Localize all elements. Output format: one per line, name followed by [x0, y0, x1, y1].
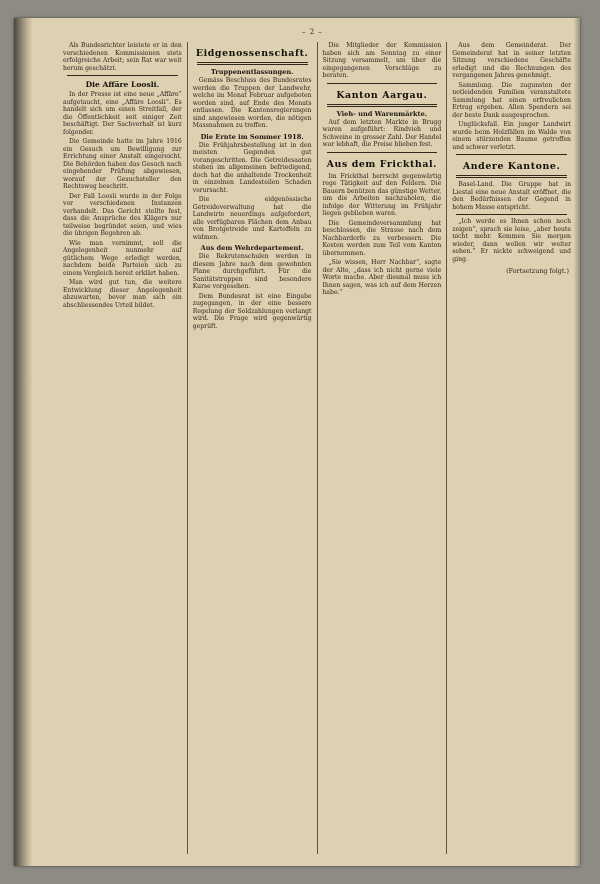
column-layout: [58, 42, 576, 854]
article-text: Die Rekrutenschulen werden in diesem Jahre nach dem gewohnten Plane durchgeführt. Für die Sanitätstruppen sind besondere Kurse vorgesehen.: [192, 253, 312, 290]
article-text: Gemäss Beschluss des Bundesrates werden die Truppen der Landwehr, welche im Monat Februar aufgeboten worden sind, auf Ende des Monats entlassen. Die Kantonsregierungen sind angewiesen worden, die nötigen Massnahmen zu treffen.: [192, 77, 312, 129]
column-3: [318, 42, 448, 854]
article-text: Die Gemeinde hatte im Jahre 1916 ein Gesuch um Bewilligung zur Errichtung einer Anstalt eingereicht. Die Behörden haben das Gesuch nach eingehender Prüfung abgewiesen, worauf der Gesuchsteller den Rechtsweg beschritt.: [63, 138, 182, 190]
divider: [197, 62, 308, 65]
divider: [456, 214, 567, 215]
article-text: Dem Bundesrat ist eine Eingabe zugegangen, in der eine bessere Regelung der Soldzahlungen verlangt wird. Die Frage wird gegenwärtig geprüft.: [192, 292, 312, 330]
section-heading-aargau: Kanton Aargau.: [336, 89, 428, 101]
article-text: Aus dem Gemeinderat. Der Gemeinderat hat in seiner letzten Sitzung verschiedene Geschäfte erledigt und die Rechnungen des vergangenen Jahres genehmigt.: [452, 42, 571, 79]
column-4: [447, 42, 576, 854]
section-heading-eidgenossenschaft: Eidgenossenschaft.: [195, 48, 309, 59]
subheading: Truppenentlassungen.: [210, 68, 294, 76]
newspaper-page: [14, 18, 580, 866]
subheading: Die Ernte im Sommer 1918.: [200, 132, 304, 141]
article-text: In der Presse ist eine neue „Affäre“ aufgetaucht, eine „Affäre Loosli“. Es handelt sich um einen Streitfall, der die Öffentlichkeit seit einiger Zeit beschäftigt. Der Sachverhalt ist kurz folgender.: [63, 91, 182, 136]
article-text: Sammlung. Die zugunsten der notleidenden Familien veranstaltete Sammlung hat einen erfreulichen Ertrag ergeben. Allen Spendern sei der beste Dank ausgesprochen.: [452, 81, 571, 119]
page-number: – 2 –: [302, 28, 323, 36]
article-text: Basel-Land. Die Gruppe hat in Liestal eine neue Anstalt eröffnet, die den Bedürfnissen der Gegend in hohem Masse entspricht.: [452, 181, 571, 211]
article-heading-loosli: Die Affäre Loosli.: [85, 80, 160, 89]
subheading: Aus dem Wehrdepartement.: [200, 244, 304, 252]
divider: [456, 175, 567, 178]
column-1: [58, 42, 188, 854]
book-spine: [14, 18, 32, 866]
article-text: Auf dem letzten Markte in Brugg waren aufgeführt: Rindvieh und Schweine in grosser Zahl. Der Handel war lebhaft, die Preise blieben fest.: [322, 118, 442, 148]
article-text: „Sie wissen, Herr Nachbar“, sagte der Alte, „dass ich nicht gerne viele Worte mache. Aber diesmal muss ich Ihnen sagen, was ich auf dem Herzen habe.“: [322, 259, 442, 296]
article-text: Man wird gut tun, die weitere Entwicklung dieser Angelegenheit abzuwarten, bevor man sich ein abschliessendes Urteil bildet.: [63, 279, 182, 309]
article-text: Die Frühjahrsbestellung ist in den meisten Gegenden gut vorangeschritten. Die Getreidesaaten stehen im allgemeinen befriedigend, doch hat die anhaltende Trockenheit in einzelnen Landesteilen Schaden verursacht.: [192, 141, 312, 194]
section-heading-andere-kantone: Andere Kantone.: [462, 161, 561, 172]
article-text: Wie man vernimmt, soll die Angelegenheit nunmehr auf gütlichem Wege erledigt werden, nachdem beide Parteien sich zu einem Vergleich bereit erklärt haben.: [63, 239, 182, 277]
continuation-note: (Fortsetzung folgt.): [506, 267, 569, 275]
divider: [327, 104, 438, 107]
article-text: Unglücksfall. Ein junger Landwirt wurde beim Holzfällen im Walde von einem stürzenden Baume getroffen und schwer verletzt.: [452, 121, 571, 151]
article-text: Die Gemeindeversammlung hat beschlossen, die Strasse nach dem Nachbardorfe zu verbessern. Die Kosten werden zum Teil vom Kanton übernommen.: [322, 219, 442, 257]
divider: [327, 152, 438, 153]
article-text: Der Fall Loosli wurde in der Folge vor verschiedenen Instanzen verhandelt. Das Gericht stellte fest, dass die Ansprüche des Klägers nur teilweise begründet seien, und wies die übrigen Begehren ab.: [63, 192, 182, 237]
divider: [456, 154, 567, 155]
section-heading-frickthal: Aus dem Frickthal.: [326, 158, 438, 170]
divider: [67, 75, 178, 76]
article-text: Im Frickthal herrscht gegenwärtig rege Tätigkeit auf den Feldern. Die Bauern benützen das günstige Wetter, um die Arbeiten nachzuholen, die infolge der Witterung im Frühjahr liegen geblieben waren.: [322, 172, 442, 217]
divider: [327, 83, 438, 84]
article-text: Die eidgenössische Getreideverwaltung hat die Landwirte neuerdings aufgefordert, alle verfügbaren Flächen dem Anbau von Brotgetreide und Kartoffeln zu widmen.: [192, 196, 312, 241]
article-text: Als Bundesrichter leistete er in den verschiedenen Kommissionen stets erfolgreiche Arbeit; sein Rat war weit herum geschätzt.: [63, 42, 182, 72]
article-text: „Ich werde es Ihnen schon noch zeigen“, sprach sie leise, „aber heute nicht mehr. Kommen Sie morgen wieder, dann wollen wir weiter sehen.“ Er nickte schweigend und ging.: [452, 218, 571, 263]
column-2: [188, 42, 318, 854]
subheading: Vieh- und Warenmärkte.: [336, 109, 428, 118]
article-text: Die Mitglieder der Kommission haben sich am Sonntag zu einer Sitzung versammelt, um über die eingegangenen Vorschläge zu beraten.: [322, 42, 442, 79]
